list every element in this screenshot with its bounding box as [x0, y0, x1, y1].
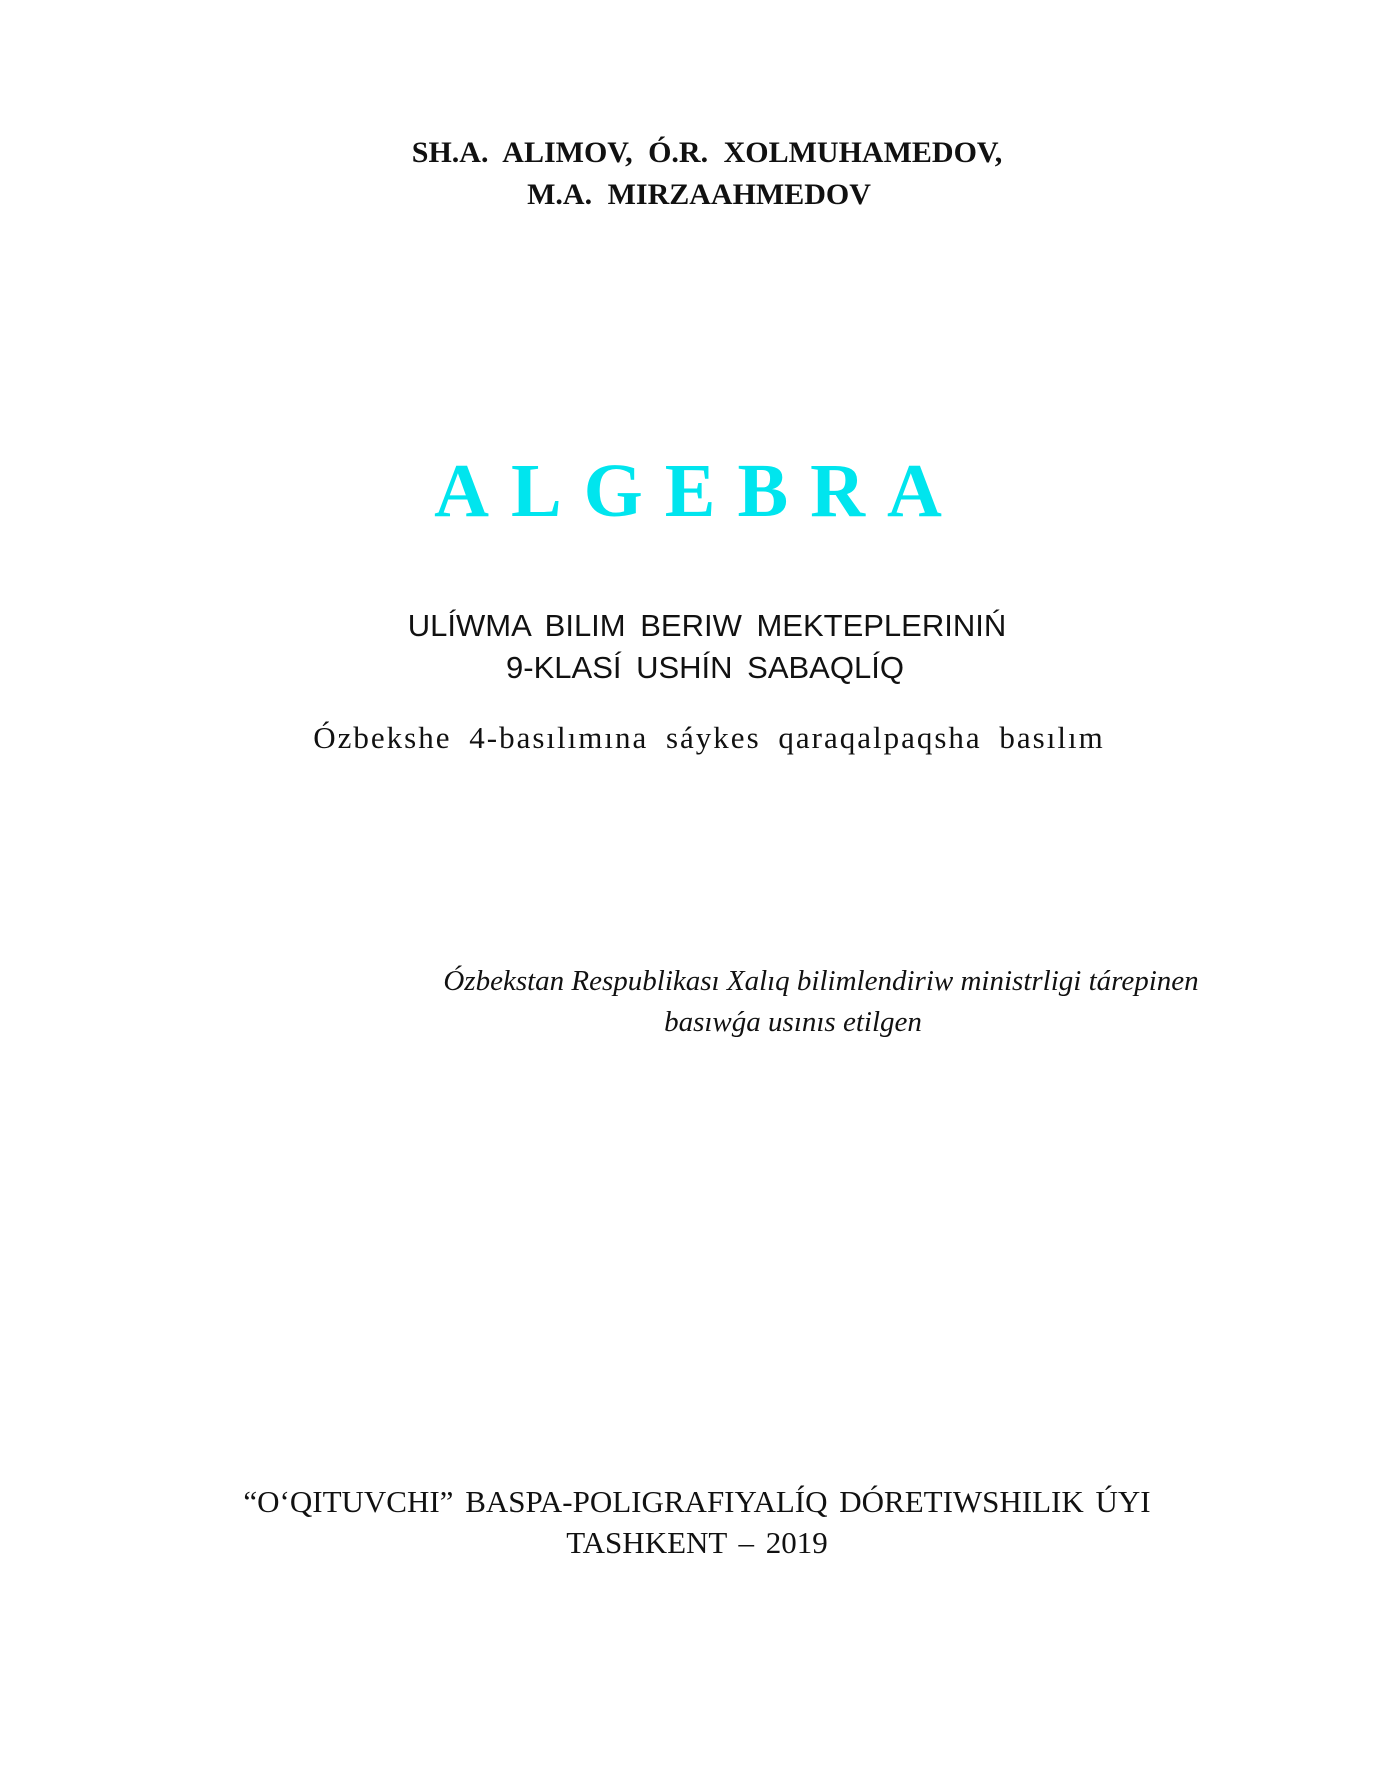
subtitle-line-2: 9-KLASÍ USHÍN SABAQLÍQ [506, 650, 904, 685]
approval-line-1: Ózbekstan Respublikası Xalıq bilimlendiriw ministrligi tárepinen [443, 965, 1199, 997]
edition-note: Ózbekshe 4-basılımına sáykes qaraqalpaqsha basılım [313, 720, 1105, 755]
publisher-line-1: “O‘QITUVCHI” BASPA-POLIGRAFIYALÍQ DÓRETIWSHILIK ÚYI [243, 1484, 1151, 1519]
subtitle-line-1: ULÍWMA BILIM BERIW MEKTEPLERINIŃ [407, 608, 1007, 643]
authors-line-1: SH.A. ALIMOV, Ó.R. XOLMUHAMEDOV, [411, 136, 1003, 169]
authors-line-2: M.A. MIRZAAHMEDOV [527, 178, 871, 211]
publisher-line-2: TASHKENT – 2019 [566, 1525, 828, 1560]
book-title: ALGEBRA [434, 449, 964, 533]
approval-line-2: basıwǵa usınıs etilgen [664, 1006, 922, 1038]
